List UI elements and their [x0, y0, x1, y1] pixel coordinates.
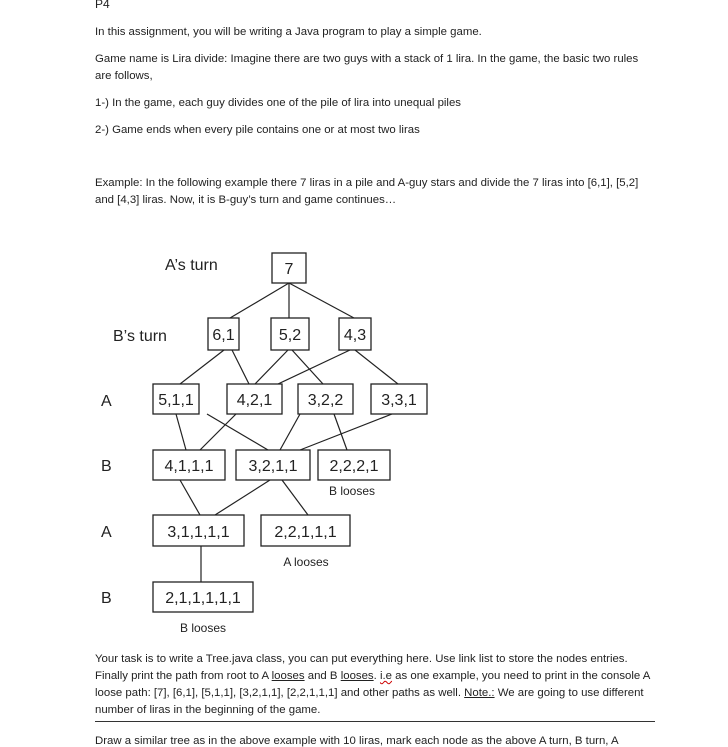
b-turn-label: B’s turn: [113, 328, 167, 345]
node-label-4-1-1-1: 4,1,1,1: [164, 458, 214, 475]
note-word: Note.:: [464, 687, 495, 699]
node-label-3-2-1-1: 3,2,1,1: [248, 458, 298, 475]
edge: [282, 480, 308, 515]
node-label-3-2-2: 3,2,2: [307, 392, 344, 409]
edge: [176, 414, 186, 450]
edge: [289, 283, 354, 318]
b-looses-note-1: B looses: [328, 484, 376, 498]
node-label-2-2-1-1-1: 2,2,1,1,1: [274, 524, 337, 541]
node-label-5-1-1: 5,1,1: [158, 392, 194, 409]
turn-labels: [101, 257, 218, 607]
edge: [278, 350, 350, 384]
row-label-a-2: A: [101, 524, 112, 541]
b-looses-note-2: B looses: [179, 621, 227, 635]
looses-word-1: looses: [271, 670, 305, 682]
row-label-b-2: B: [101, 590, 112, 607]
example-paragraph: Example: In the following example there 7 liras in a pile and A-guy stars and divide the 7 liras into [6,1], [5,2] and [4,3] liras. Now, it is B-guy’s turn and game continues…: [95, 177, 639, 206]
rule-2-paragraph: 2-) Game ends when every pile contains one or at most two liras: [95, 124, 420, 136]
node-label-3-1-1-1-1: 3,1,1,1,1: [167, 524, 230, 541]
node-label-7: 7: [284, 261, 294, 278]
edge: [180, 480, 200, 515]
node-label-4-3: 4,3: [343, 327, 367, 344]
looses-word-2: looses: [340, 670, 374, 682]
node-label-2-1-1-1-1-1: 2,1,1,1,1,1: [165, 590, 241, 607]
edge: [215, 480, 270, 515]
node-label-6-1: 6,1: [212, 327, 235, 344]
edge: [292, 350, 323, 384]
edge: [207, 414, 268, 450]
a-looses-note: A looses: [283, 555, 329, 569]
edge: [280, 414, 300, 450]
game-description-paragraph: Game name is Lira divide: Imagine there are two guys with a stack of 1 lira. In the game, the basic two rules are follows,: [95, 53, 639, 82]
edge: [180, 350, 224, 384]
intro-paragraph: In this assignment, you will be writing a Java program to play a simple game.: [95, 26, 482, 38]
task-text-3: .: [373, 670, 380, 682]
row-label-a-1: A: [101, 393, 112, 410]
task-text-1: Your task is to write a Tree.java class, you can put everything here. Use link list to store the nodes entries. Finally print the path from root to A: [95, 653, 628, 682]
ie-word: i.e: [379, 670, 393, 682]
edge: [255, 350, 288, 384]
edge: [232, 350, 249, 384]
section-divider: [95, 721, 655, 722]
a-turn-label: A’s turn: [165, 257, 218, 274]
node-label-2-2-2-1: 2,2,2,1: [329, 458, 379, 475]
rule-1-paragraph: 1-) In the game, each guy divides one of the pile of lira into unequal piles: [95, 97, 461, 109]
task-text-5: We are going to use different number of liras in the beginning of the game.: [95, 687, 644, 716]
row-label-b-1: B: [101, 458, 112, 475]
node-label-5-2: 5,2: [278, 327, 302, 344]
task-paragraph: [95, 651, 655, 719]
task-text-4: as one example, you need to print in the console A loose path: [7], [6,1], [5,1,1], [3,2,1,1], [2,2,1,1,1] and other paths as well.: [95, 670, 650, 699]
node-label-4-2-1: 4,2,1: [236, 392, 273, 409]
edge: [230, 283, 289, 318]
task-text-2: and B: [304, 670, 341, 682]
edge: [300, 414, 392, 450]
page-label: P4: [95, 0, 110, 11]
node-label-3-3-1: 3,3,1: [381, 392, 417, 409]
next-task-line: Draw a similar tree as in the above example with 10 liras, mark each node as the above A turn, B turn, A: [95, 735, 619, 747]
edge: [200, 414, 236, 450]
edge: [355, 350, 398, 384]
